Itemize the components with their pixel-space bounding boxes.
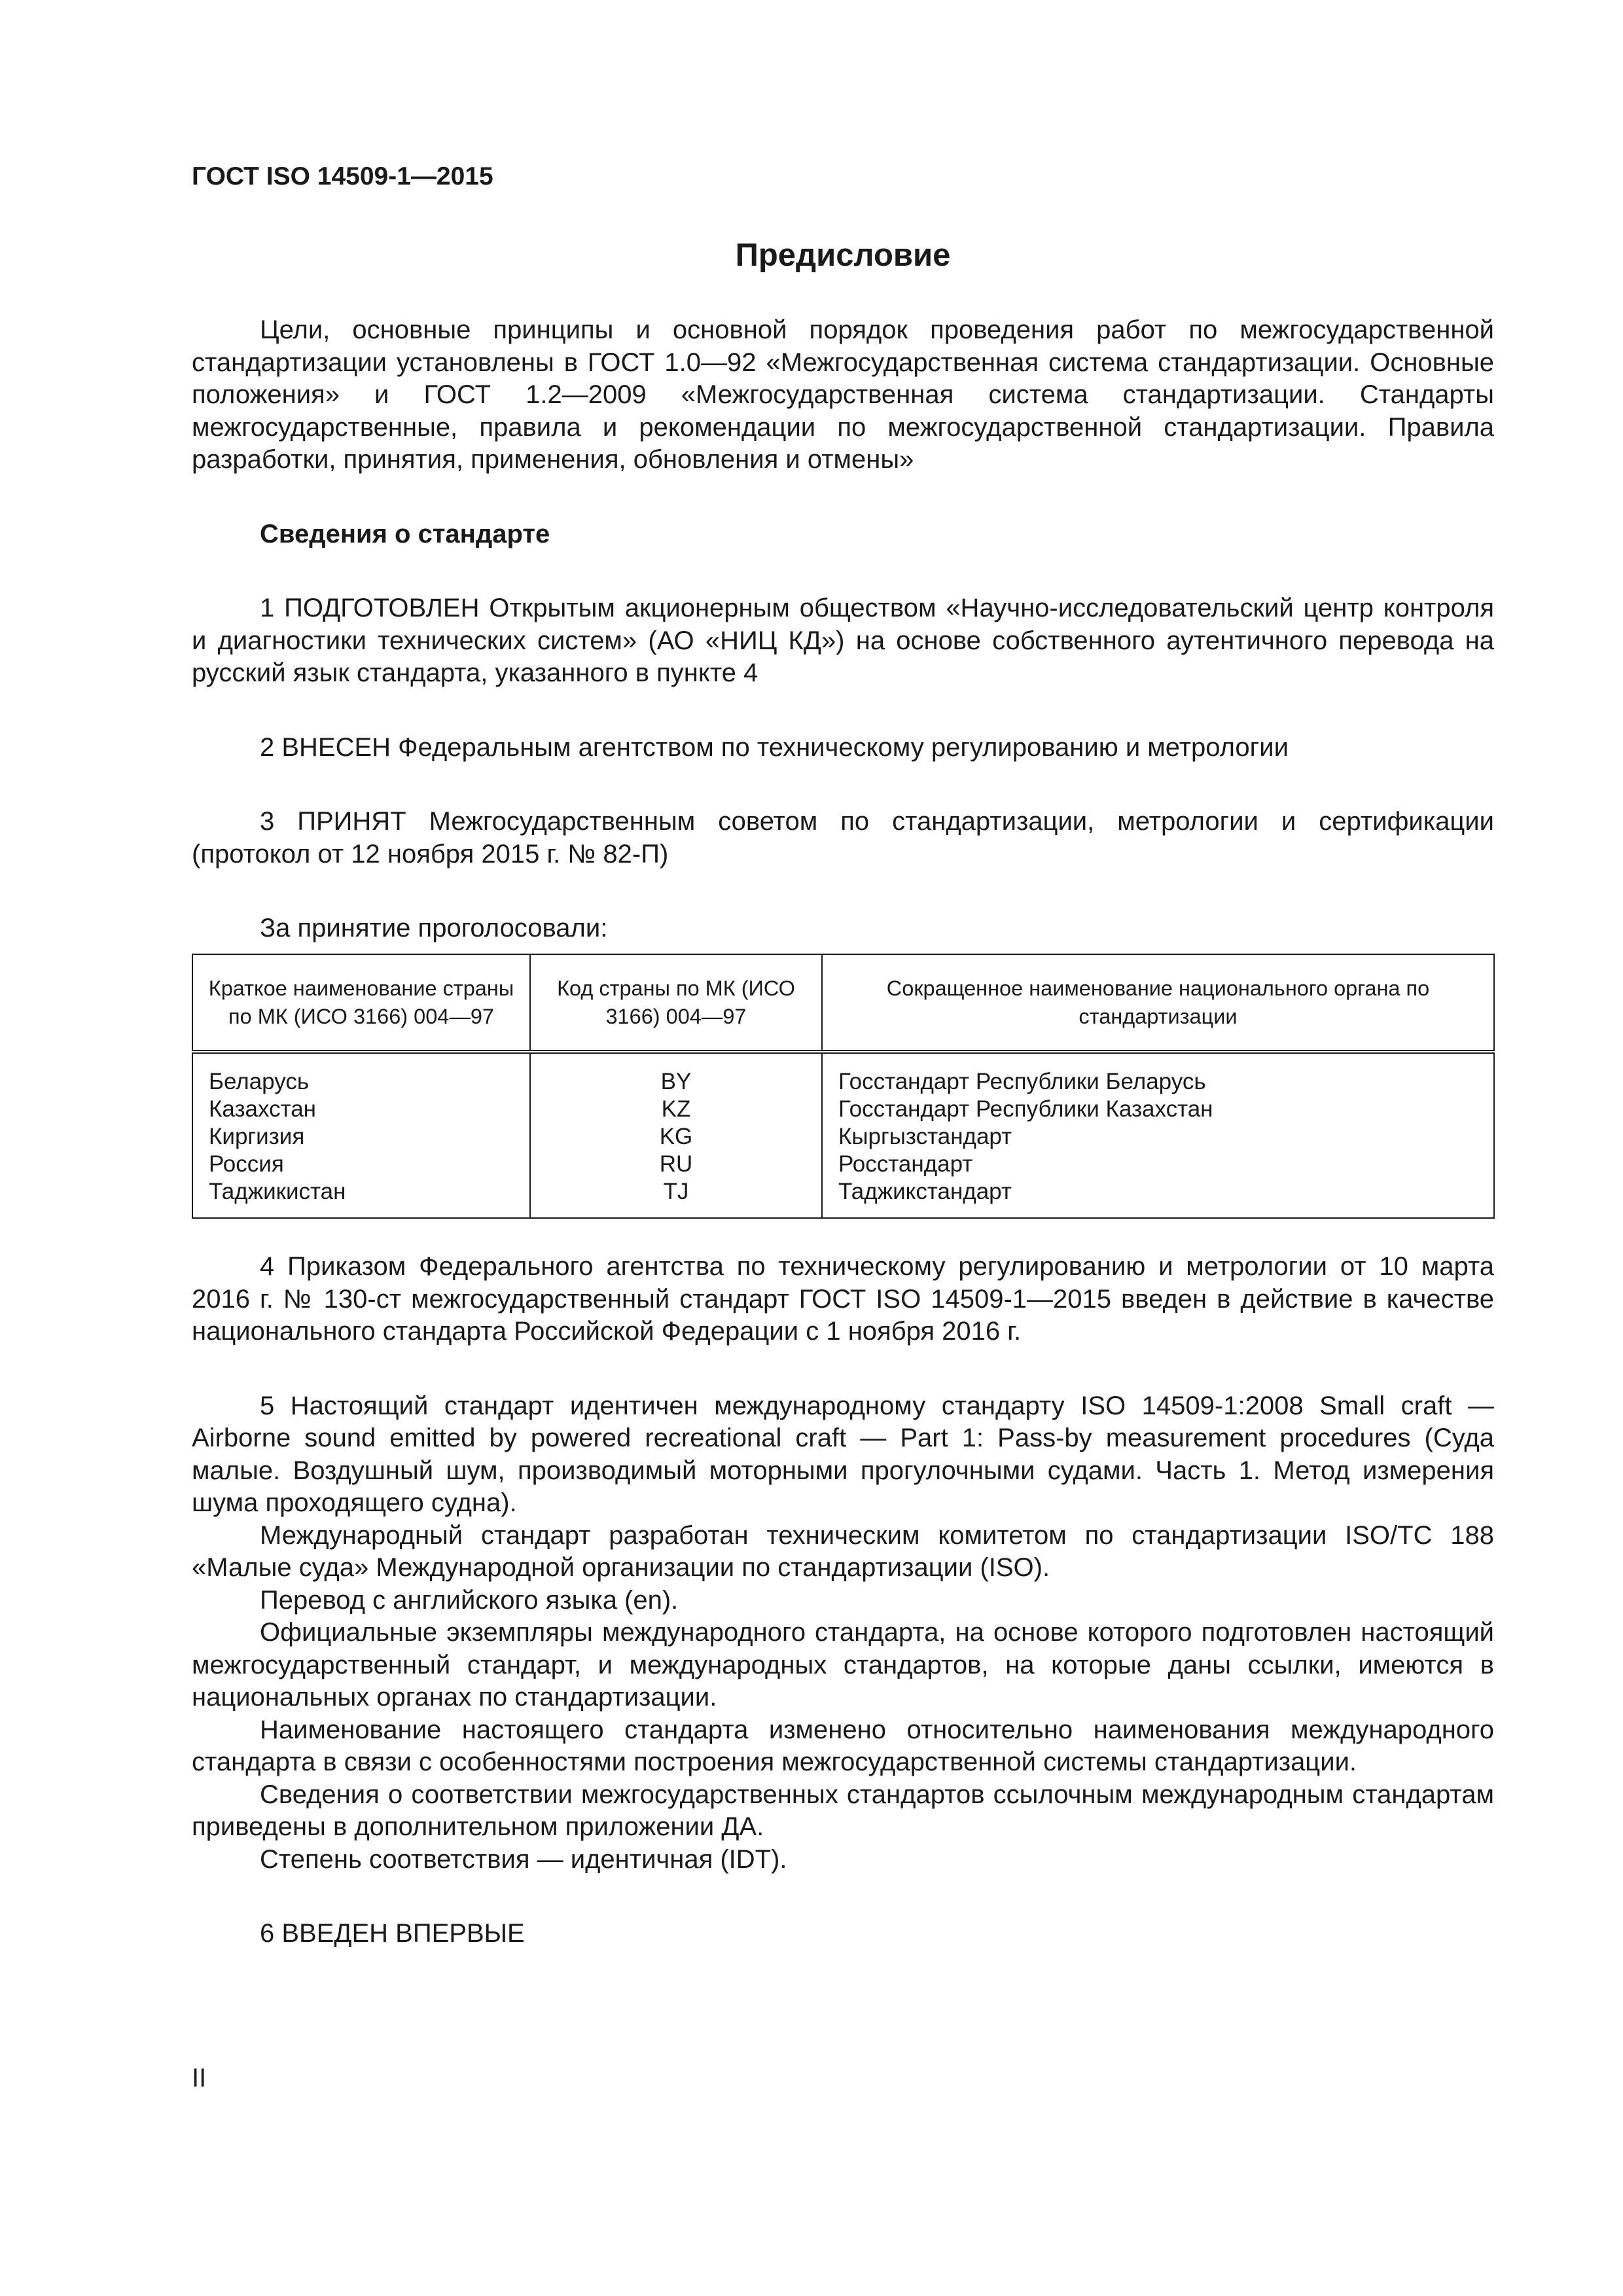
country-cell: Беларусь [192, 1052, 530, 1096]
item-6-paragraph: 6 ВВЕДЕН ВПЕРВЫЕ [260, 1919, 525, 1948]
preface-body-continued [192, 1251, 1494, 1950]
body-cell: Росстандарт [822, 1151, 1494, 1178]
voting-table [192, 954, 1495, 1219]
item-2-paragraph: 2 ВНЕСЕН Федеральным агентством по техническому регулированию и метрологии [260, 732, 1289, 762]
page-number: II [192, 2064, 207, 2092]
table-row [192, 1151, 1494, 1178]
item-3-paragraph: 3 ПРИНЯТ Межгосударственным советом по стандартизации, метрологии и сертификации (протокол от 12 ноября 2015 г. № 82-П) [192, 807, 1494, 869]
code-cell: BY [530, 1052, 822, 1096]
page-title: Предисловие [735, 238, 951, 273]
country-cell: Россия [192, 1151, 530, 1178]
table-row [192, 1178, 1494, 1218]
country-cell: Казахстан [192, 1096, 530, 1123]
column-header-code: Код страны по МК (ИСО 3166) 004—97 [530, 954, 822, 1052]
preface-body [192, 314, 1494, 945]
item-5-conformity: Степень соответствия — идентичная (IDT). [260, 1844, 787, 1874]
column-header-country: Краткое наименование страны по МК (ИСО 3166) 004—97 [192, 954, 530, 1052]
item-5-committee: Международный стандарт разработан техническим комитетом по стандартизации ISO/TC 188 «Малые суда» Международной организации по стандартизации (ISO). [192, 1520, 1494, 1582]
item-5-appendix-note: Сведения о соответствии межгосударственных стандартов ссылочным международным стандартам приведены в дополнительном приложении ДА. [192, 1780, 1494, 1841]
body-cell: Кыргызстандарт [822, 1123, 1494, 1151]
table-row [192, 1123, 1494, 1151]
code-cell: KZ [530, 1096, 822, 1123]
body-cell: Госстандарт Республики Беларусь [822, 1052, 1494, 1096]
vote-label: За принятие проголосовали: [260, 914, 608, 942]
column-header-body: Сокращенное наименование национального органа по стандартизации [822, 954, 1494, 1052]
country-cell: Киргизия [192, 1123, 530, 1151]
code-cell: RU [530, 1151, 822, 1178]
section-heading: Сведения о стандарте [260, 519, 550, 548]
item-5-name-change: Наименование настоящего стандарта изменено относительно наименования международного стандарта в связи с особенностями построения межгосударственной системы стандартизации. [192, 1715, 1494, 1776]
item-5-translation: Перевод с английского языка (en). [260, 1585, 679, 1615]
code-cell: TJ [530, 1178, 822, 1218]
intro-paragraph: Цели, основные принципы и основной порядок проведения работ по межгосударственной стандартизации установлены в ГОСТ 1.0—92 «Межгосударственная система стандартизации. Основные положения» и ГОСТ 1.2—2009 «Межгосударственная система стандартизации. Стандарты межгосударственные, правила и рекомендации по межгосударственной стандартизации. Правила разработки, принятия, применения, обновления и отмены» [192, 315, 1494, 474]
table-row [192, 1096, 1494, 1123]
body-cell: Госстандарт Республики Казахстан [822, 1096, 1494, 1123]
item-4-paragraph: 4 Приказом Федерального агентства по техническому регулированию и метрологии от 10 марта 2016 г. № 130-ст межгосударственный стандарт ГОСТ ISO 14509-1—2015 введен в действие в качестве национального стандарта Российской Федерации с 1 ноября 2016 г. [192, 1252, 1494, 1346]
item-1-paragraph: 1 ПОДГОТОВЛЕН Открытым акционерным обществом «Научно-исследовательский центр контроля и диагностики технических систем» (АО «НИЦ КД») на основе собственного аутентичного перевода на русский язык стандарта, указанного в пункте 4 [192, 594, 1494, 687]
table-row [192, 1052, 1494, 1096]
table-header-row [192, 954, 1494, 1052]
item-5-official-copies: Официальные экземпляры международного стандарта, на основе которого подготовлен настоящий межгосударственный стандарт, и международных стандартов, на которые даны ссылки, имеются в национальных органах по стандартизации. [192, 1618, 1494, 1712]
document-code: ГОСТ ISO 14509-1—2015 [192, 162, 493, 190]
code-cell: KG [530, 1123, 822, 1151]
body-cell: Таджикстандарт [822, 1178, 1494, 1218]
country-cell: Таджикистан [192, 1178, 530, 1218]
item-5-paragraph: 5 Настоящий стандарт идентичен международному стандарту ISO 14509-1:2008 Small craft — Airborne sound emitted by powered recreational craft — Part 1: Pass-by measurement procedures (Суда малые. Воздушный шум, производимый моторными прогулочными судами. Часть 1. Метод измерения шума проходящего судна). [192, 1391, 1494, 1517]
